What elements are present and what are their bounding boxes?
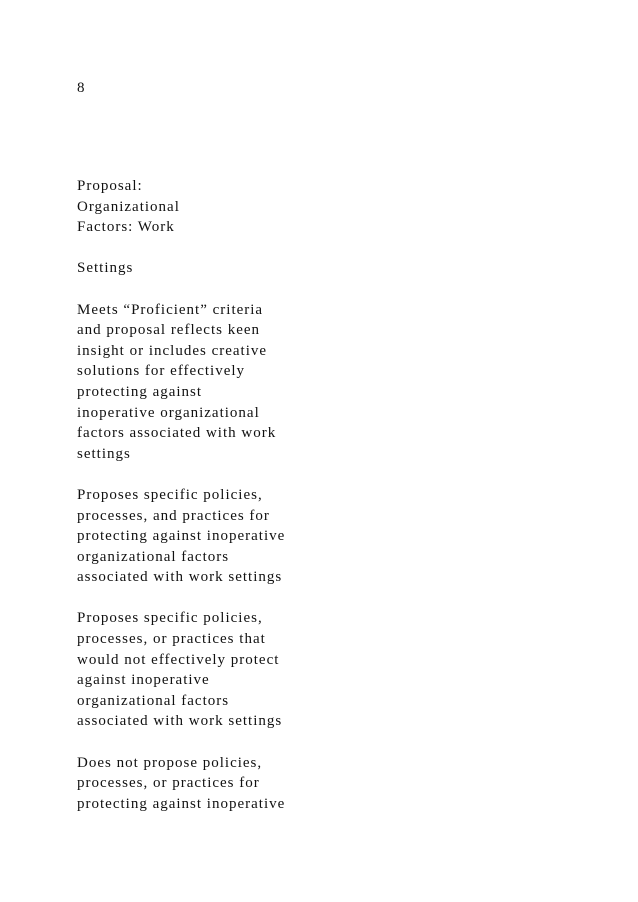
not-evident-description <box>77 753 377 815</box>
text-line: protecting against inoperative <box>77 795 286 812</box>
needs-improvement-description <box>77 608 377 732</box>
text-line: associated with work settings <box>77 569 283 586</box>
text-line: inoperative organizational <box>77 404 260 421</box>
text-line: Proposal: <box>77 178 143 194</box>
text-line: protecting against <box>77 383 203 400</box>
text-line: Settings <box>77 260 134 277</box>
text-line: would not effectively protect <box>77 651 280 668</box>
text-line: processes, and practices for <box>77 507 270 524</box>
text-line: and proposal reflects keen <box>77 322 261 339</box>
text-line: processes, or practices for <box>77 775 260 792</box>
criterion-heading-continued <box>77 258 377 279</box>
text-line: insight or includes creative <box>77 342 268 359</box>
text-line: solutions for effectively <box>77 363 246 380</box>
text-line: Proposes specific policies, <box>77 486 263 503</box>
text-line: associated with work settings <box>77 713 283 730</box>
exemplary-description <box>77 300 377 465</box>
criterion-heading <box>77 176 377 238</box>
text-line: settings <box>77 445 131 462</box>
text-line: processes, or practices that <box>77 631 266 648</box>
text-line: organizational factors <box>77 692 230 709</box>
text-line: factors associated with work <box>77 425 277 442</box>
text-line: organizational factors <box>77 548 230 565</box>
page-number: 8 <box>77 80 86 96</box>
rubric-text <box>77 176 377 835</box>
text-line: Meets “Proficient” criteria <box>77 301 264 318</box>
text-line: against inoperative <box>77 672 210 689</box>
text-line: Proposes specific policies, <box>77 610 263 627</box>
text-line: Organizational <box>77 198 180 215</box>
text-line: Does not propose policies, <box>77 754 263 771</box>
proficient-description <box>77 485 377 588</box>
text-line: Factors: Work <box>77 219 175 236</box>
text-line: protecting against inoperative <box>77 528 286 545</box>
